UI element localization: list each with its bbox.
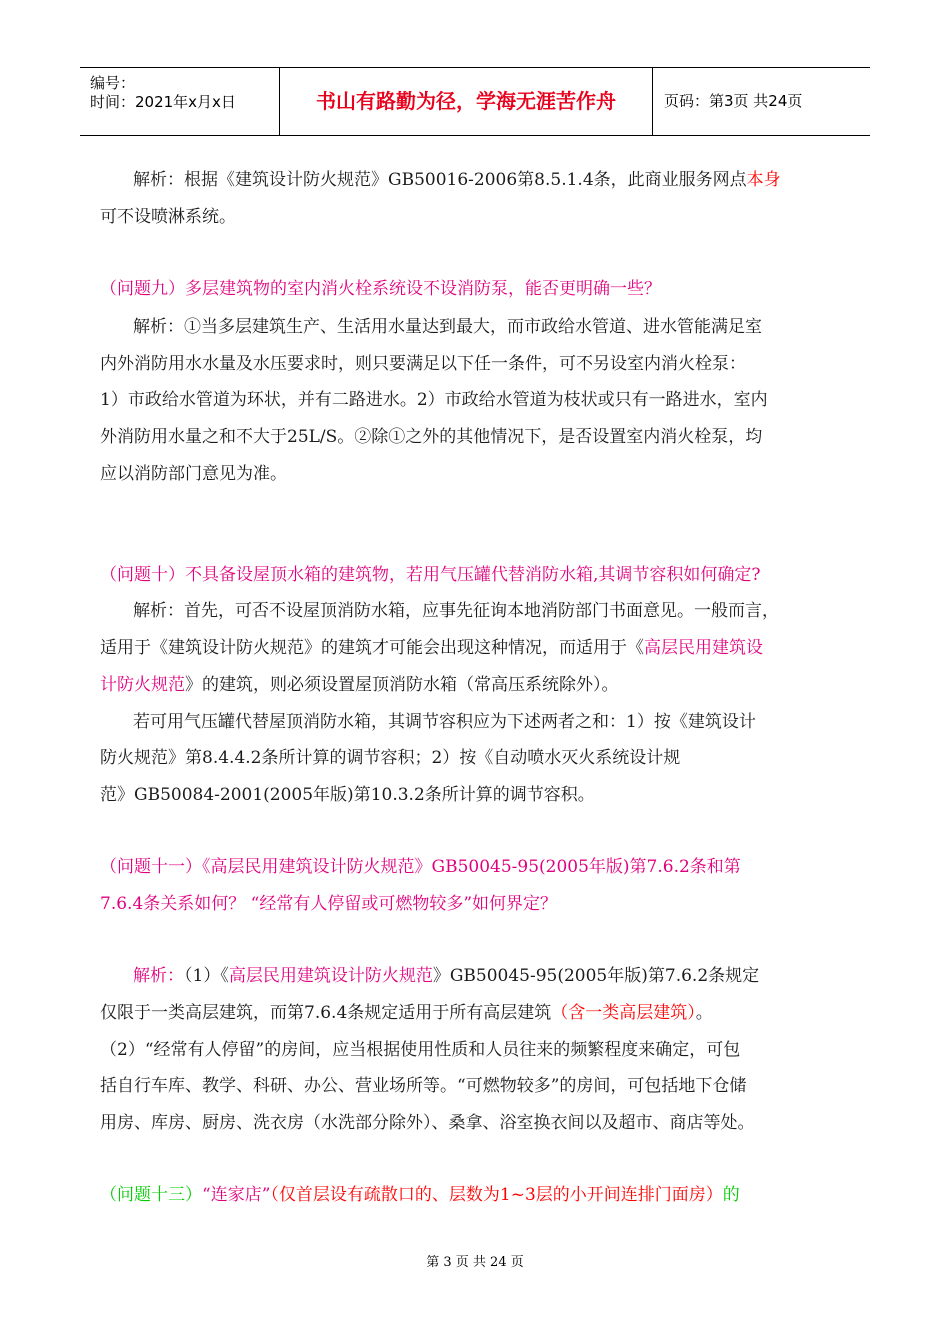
number-label: 编号： bbox=[90, 74, 136, 92]
text-span: 。 bbox=[695, 1003, 713, 1023]
paragraph-line: 外消防用水量之和不大于25L/S。②除①之外的其他情况下，是否设置室内消火栓泵，均 bbox=[100, 427, 763, 447]
text-span: 仅限于一类高层建筑，而第7.6.4条规定适用于所有高层建筑 bbox=[100, 1003, 552, 1023]
paragraph-line bbox=[100, 674, 619, 696]
paragraph-line: （2）“经常有人停留”的房间，应当根据使用性质和人员往来的频繁程度来确定，可包 bbox=[100, 1040, 741, 1060]
paragraph-line: 若可用气压罐代替屋顶消防水箱，其调节容积应为下述两者之和：1）按《建筑设计 bbox=[133, 712, 756, 732]
text-span: 》的建筑，则必须设置屋顶消防水箱（常高压系统除外）。 bbox=[185, 675, 619, 695]
paragraph-line: 可不设喷淋系统。 bbox=[100, 207, 236, 227]
paragraph-line bbox=[100, 1002, 713, 1024]
highlight-text: 本身 bbox=[746, 170, 781, 190]
highlight-text: （含一类高层建筑） bbox=[551, 1003, 696, 1023]
paragraph-line: 内外消防用水水量及水压要求时，则只要满足以下任一条件，可不另设室内消火栓泵： bbox=[100, 354, 746, 374]
page-footer: 第 3 页 共 24 页 bbox=[426, 1255, 524, 1270]
highlight-text: 计防火规范 bbox=[100, 675, 185, 695]
page-header bbox=[80, 67, 870, 136]
question-nine-title: （问题九）多层建筑物的室内消火栓系统设不设消防泵，能否更明确一些？ bbox=[100, 279, 661, 299]
highlight-text: （仅首层设有疏散口的、层数为1~3层的小开间连排门面房） bbox=[270, 1185, 723, 1205]
question-eleven-title-cont: 7.6.4条关系如何？ “经常有人停留或可燃物较多”如何界定？ bbox=[100, 894, 558, 914]
highlight-text: “连家店” bbox=[202, 1185, 271, 1205]
paragraph-line: 解析：首先，可否不设屋顶消防水箱，应事先征询本地消防部门书面意见。一般而言， bbox=[133, 601, 779, 621]
time-label: 时间：2021年x月x日 bbox=[90, 93, 236, 111]
paragraph-line bbox=[133, 965, 759, 987]
paragraph-line bbox=[133, 169, 781, 191]
green-text: 的 bbox=[722, 1185, 740, 1205]
highlight-text: 高层民用建筑设 bbox=[644, 638, 763, 658]
header-page-info: 页码：第3页 共24页 bbox=[664, 92, 803, 110]
question-ten-title: （问题十）不具备设屋顶水箱的建筑物，若用气压罐代替消防水箱,其调节容积如何确定? bbox=[100, 565, 761, 585]
text-span: 》GB50045-95(2005年版)第7.6.2条规定 bbox=[432, 966, 760, 986]
header-meta bbox=[80, 68, 280, 135]
paragraph-line: 解析：①当多层建筑生产、生活用水量达到最大，而市政给水管道、进水管能满足室 bbox=[133, 317, 762, 337]
question-thirteen-title bbox=[100, 1184, 740, 1206]
text-span: 解析：根据《建筑设计防火规范》GB50016-2006第8.5.1.4条，此商业服务网点 bbox=[133, 170, 747, 190]
question-eleven-title: （问题十一）《高层民用建筑设计防火规范》GB50045-95(2005年版)第7.6.2条和第 bbox=[100, 857, 741, 877]
header-motto: 书山有路勤为径，学海无涯苦作舟 bbox=[280, 68, 653, 135]
paragraph-line bbox=[100, 637, 763, 659]
analysis-label: 解析： bbox=[133, 966, 184, 986]
highlight-text: 高层民用建筑设计防火规范 bbox=[228, 966, 433, 986]
paragraph-line: 防火规范》第8.4.4.2条所计算的调节容积；2）按《自动喷水灭火系统设计规 bbox=[100, 748, 681, 768]
text-span: （1）《 bbox=[184, 966, 229, 986]
paragraph-line: 1）市政给水管道为环状，并有二路进水。2）市政给水管道为枝状或只有一路进水，室内 bbox=[100, 390, 768, 410]
green-text: （问题十三） bbox=[100, 1185, 202, 1205]
paragraph-line: 括自行车库、教学、科研、办公、营业场所等。“可燃物较多”的房间，可包括地下仓储 bbox=[100, 1076, 747, 1096]
paragraph-line: 应以消防部门意见为准。 bbox=[100, 464, 287, 484]
text-span: 适用于《建筑设计防火规范》的建筑才可能会出现这种情况，而适用于《 bbox=[100, 638, 644, 658]
paragraph-line: 范》GB50084-2001(2005年版)第10.3.2条所计算的调节容积。 bbox=[100, 785, 595, 805]
paragraph-line: 用房、库房、厨房、洗衣房（水洗部分除外）、桑拿、浴室换衣间以及超市、商店等处。 bbox=[100, 1113, 755, 1133]
